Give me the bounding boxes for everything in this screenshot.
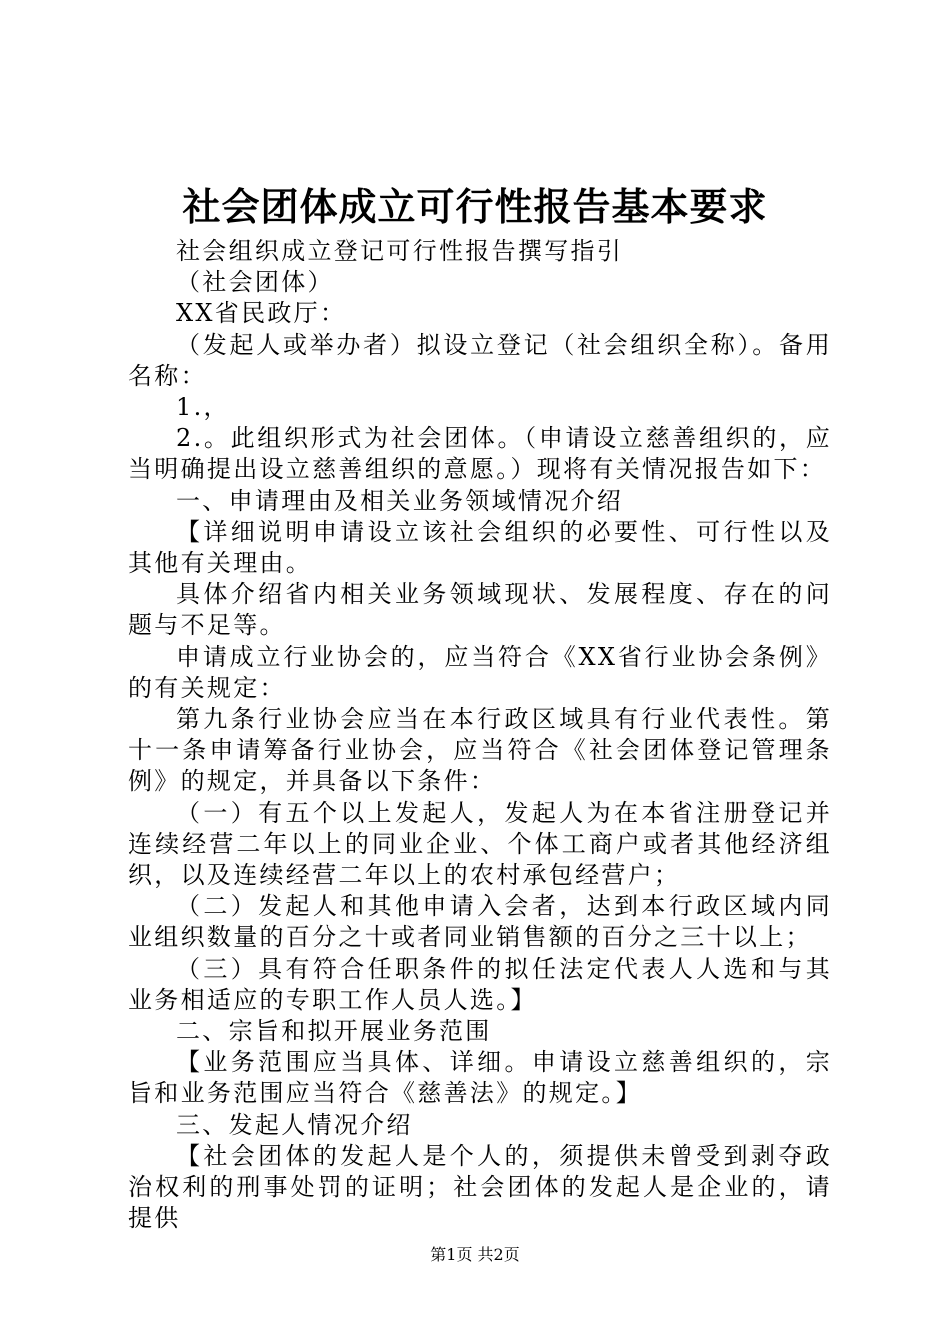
paragraph: （三）具有符合任职条件的拟任法定代表人人选和与其业务相适应的专职工作人员人选。】 [128,954,832,1014]
paragraph: （社会团体） [176,268,334,297]
paragraph: 具体介绍省内相关业务领域现状、发展程度、存在的问题与不足等。 [128,580,832,640]
paragraph: 【业务范围应当具体、详细。申请设立慈善组织的，宗旨和业务范围应当符合《慈善法》的规定。】 [128,1048,832,1108]
paragraph: 社会组织成立登记可行性报告撰写指引 [176,237,624,265]
paragraph: 1.， [176,393,230,422]
paragraph: XX省民政厅： [176,299,347,328]
paragraph: （二）发起人和其他申请入会者，达到本行政区域内同业组织数量的百分之十或者同业销售额的百分之三十以上； [128,892,832,952]
paragraph: （发起人或举办者）拟设立登记（社会组织全称）。备用名称： [128,330,832,390]
paragraph: 第九条行业协会应当在本行政区域具有行业代表性。第十一条申请筹备行业协会，应当符合《社会团体登记管理条例》的规定，并具备以下条件： [128,705,832,796]
section-heading: 三、发起人情况介绍 [176,1110,413,1139]
paragraph: 申请成立行业协会的，应当符合《XX省行业协会条例》的有关规定： [128,642,832,702]
section-heading: 二、宗旨和拟开展业务范围 [176,1017,492,1046]
paragraph: 2.。此组织形式为社会团体。（申请设立慈善组织的，应当明确提出设立慈善组织的意愿。）现将有关情况报告如下： [128,424,832,484]
section-heading: 一、申请理由及相关业务领域情况介绍 [176,486,624,515]
document-title: 社会团体成立可行性报告基本要求 [182,184,768,229]
page-footer: 第1页 共2页 [430,1245,520,1264]
paragraph: 【详细说明申请设立该社会组织的必要性、可行性以及其他有关理由。 [128,517,832,578]
document-body [128,236,832,1235]
paragraph: 【社会团体的发起人是个人的，须提供未曾受到剥夺政治权利的刑事处罚的证明；社会团体的发起人是企业的，请提供 [128,1141,832,1233]
paragraph: （一）有五个以上发起人，发起人为在本省注册登记并连续经营二年以上的同业企业、个体工商户或者其他经济组织，以及连续经营二年以上的农村承包经营户； [128,798,832,890]
